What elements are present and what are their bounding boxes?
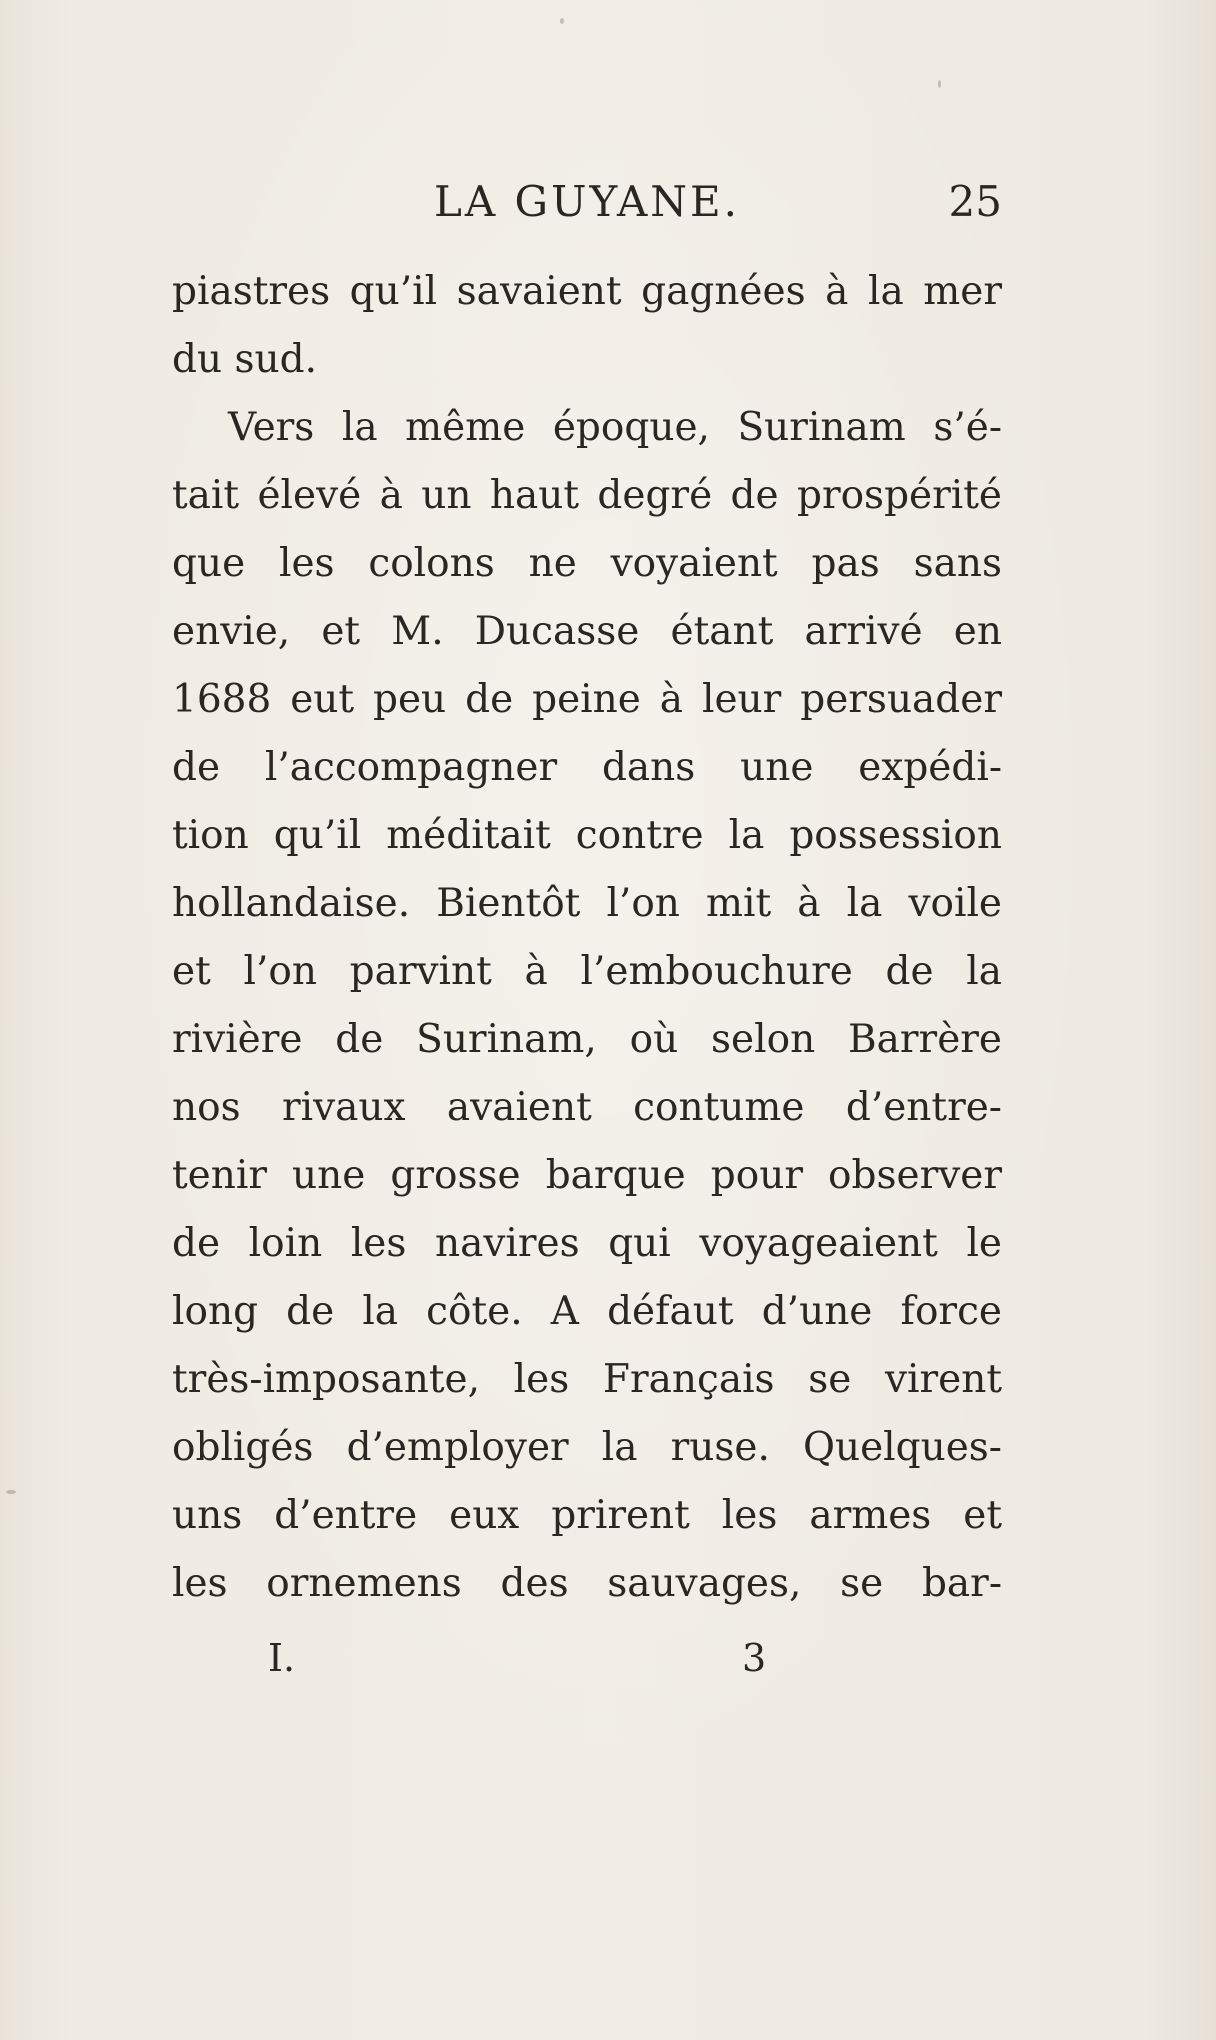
paper-speck xyxy=(938,80,941,88)
text-line: envie, et M. Ducasse étant arrivé en xyxy=(172,609,1002,654)
text-line: rivière de Surinam, où selon Barrère xyxy=(172,1017,1002,1062)
text-line: les ornemens des sauvages, se bar- xyxy=(172,1561,1002,1606)
page-number: 25 xyxy=(948,177,1002,226)
text-line: piastres qu’il savaient gagnées à la mer xyxy=(172,269,1002,314)
text-line: de l’accompagner dans une expédi- xyxy=(172,745,1002,790)
text-line: Vers la même époque, Surinam s’é- xyxy=(228,405,1002,450)
text-line: obligés d’employer la ruse. Quelques- xyxy=(172,1425,1002,1470)
signature-mark: I. xyxy=(268,1636,296,1680)
page-footer xyxy=(172,1628,1002,1688)
sheet-number: 3 xyxy=(742,1636,767,1680)
text-line: de loin les navires qui voyageaient le xyxy=(172,1221,1002,1266)
text-line: hollandaise. Bientôt l’on mit à la voile xyxy=(172,881,1002,926)
text-line: uns d’entre eux prirent les armes et xyxy=(172,1493,1002,1538)
text-line: du sud. xyxy=(172,337,317,382)
body-text xyxy=(172,258,1002,1618)
paper-speck xyxy=(6,1490,16,1494)
text-line: très-imposante, les Français se virent xyxy=(172,1357,1002,1402)
running-head xyxy=(172,172,1002,232)
text-line: et l’on parvint à l’embouchure de la xyxy=(172,949,1002,994)
text-line: 1688 eut peu de peine à leur persuader xyxy=(172,677,1002,722)
text-line: tion qu’il méditait contre la possession xyxy=(172,813,1002,858)
text-line: tenir une grosse barque pour observer xyxy=(172,1153,1002,1198)
running-title: LA GUYANE. xyxy=(433,177,741,226)
text-line: que les colons ne voyaient pas sans xyxy=(172,541,1002,586)
text-line: tait élevé à un haut degré de prospérité xyxy=(172,473,1002,518)
paper-speck xyxy=(560,18,564,24)
text-line: nos rivaux avaient contume d’entre- xyxy=(172,1085,1002,1130)
text-line: long de la côte. A défaut d’une force xyxy=(172,1289,1002,1334)
